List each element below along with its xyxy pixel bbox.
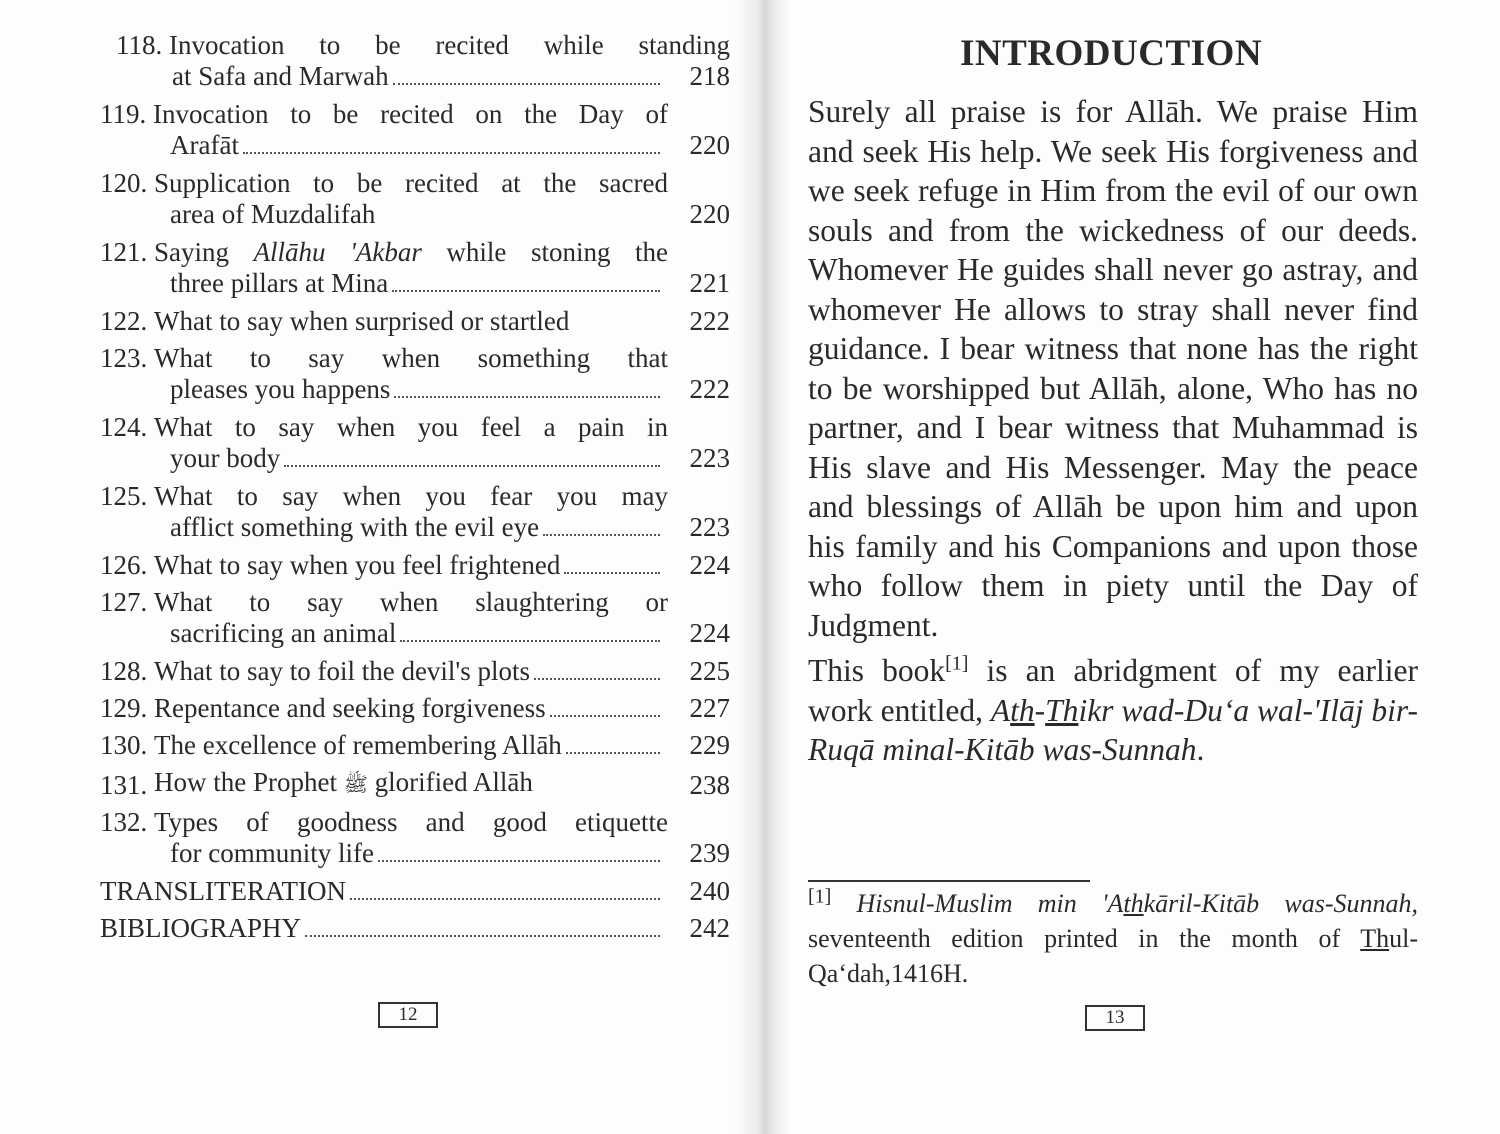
toc-entry bbox=[100, 767, 730, 801]
toc-number: 127. bbox=[100, 587, 148, 617]
toc-number: 131. bbox=[100, 770, 148, 800]
toc-number: 121. bbox=[100, 237, 148, 267]
toc-label-cont: pleases you happens bbox=[170, 374, 391, 404]
dot-leader bbox=[243, 151, 660, 154]
toc-label: What to say to foil the devil's plots bbox=[154, 656, 531, 686]
text-span: is an abridgment of my earlier work entitled, bbox=[808, 653, 1418, 728]
footnote-ref: [1] bbox=[945, 652, 969, 675]
toc-number: 128. bbox=[100, 656, 148, 686]
toc-label-cont: Arafāt bbox=[170, 130, 239, 160]
toc-entry bbox=[100, 412, 730, 474]
toc-page-number: 222 bbox=[689, 374, 730, 404]
paragraph: Surely all praise is for Allāh. We praise Him and seek His help. We seek His forgiveness and we seek refuge in Him from the evil of our own souls and from the wickedness of our deeds. Whomever He guides shall never go astray, and whomever He allows to stray shall never find guidance. I bear witness that none has the right to be worshipped but Allāh, alone, Who has no partner, and I bear witness that Muhammad is His slave and His Messenger. May the peace and blessings of Allāh be upon him and upon his family and his Companions and upon those who follow them in piety until the Day of Judgment. bbox=[808, 94, 1418, 643]
dot-leader bbox=[566, 751, 660, 754]
dot-leader bbox=[400, 639, 660, 642]
toc-entry bbox=[100, 876, 730, 907]
toc-entry bbox=[100, 693, 730, 724]
toc-label bbox=[154, 237, 668, 268]
toc-entry bbox=[100, 587, 730, 649]
toc-entry bbox=[100, 168, 730, 230]
dot-leader bbox=[537, 793, 660, 794]
toc-label: Invocation to be recited on the Day of bbox=[153, 99, 668, 129]
toc-number: 119. bbox=[100, 99, 147, 129]
toc-label-cont: three pillars at Mina bbox=[170, 268, 389, 298]
toc-label: What to say when slaughtering or bbox=[154, 587, 668, 617]
toc-page-number: 223 bbox=[689, 512, 730, 542]
dot-leader bbox=[284, 464, 660, 467]
toc-number: 123. bbox=[100, 343, 148, 373]
text-span: kāril-Kitāb was-Sunnah, bbox=[1143, 889, 1418, 918]
toc-label: The excellence of remembering Allāh bbox=[154, 730, 562, 760]
toc-label-cont: for community life bbox=[170, 838, 374, 868]
salawat-icon: ﷺ bbox=[343, 774, 368, 796]
toc-label-cont: your body bbox=[170, 443, 281, 473]
toc-label: What to say when you feel a pain in bbox=[154, 412, 668, 442]
dot-leader bbox=[543, 533, 660, 536]
toc-label-cont: sacrificing an animal bbox=[170, 618, 397, 648]
toc-page-number: 218 bbox=[689, 61, 730, 91]
toc-label: What to say when you fear you may bbox=[154, 481, 668, 511]
toc-page-number: 238 bbox=[689, 770, 730, 800]
page-number: 12 bbox=[378, 1002, 438, 1028]
toc-page-number: 221 bbox=[689, 268, 730, 298]
toc-number: 129. bbox=[100, 693, 148, 723]
toc-number: 125. bbox=[100, 481, 148, 511]
page-title: INTRODUCTION bbox=[960, 33, 1263, 74]
footnote-title bbox=[857, 889, 1418, 918]
toc-entry bbox=[100, 481, 730, 543]
toc-label-italic: Allāhu 'Akbar bbox=[253, 237, 422, 267]
toc-page-number: 223 bbox=[689, 443, 730, 473]
dot-leader bbox=[305, 934, 660, 937]
dot-leader bbox=[564, 571, 660, 574]
dot-leader bbox=[379, 222, 660, 223]
toc-entry bbox=[100, 550, 730, 581]
dot-leader bbox=[392, 289, 660, 292]
toc-label-cont: afflict something with the evil eye bbox=[170, 512, 540, 542]
dot-leader bbox=[573, 329, 660, 330]
toc-number: 126. bbox=[100, 550, 148, 580]
toc-label: What to say when something that bbox=[154, 343, 668, 373]
footnote-marker: [1] bbox=[808, 885, 832, 908]
toc-page-number: 240 bbox=[689, 876, 730, 906]
text-span: th bbox=[1123, 889, 1144, 918]
toc-page-number: 222 bbox=[689, 306, 730, 336]
dot-leader bbox=[550, 714, 660, 717]
toc-number: 132. bbox=[100, 807, 148, 837]
dot-leader bbox=[393, 82, 660, 85]
dot-leader bbox=[378, 859, 660, 862]
toc-page-number: 224 bbox=[689, 550, 730, 580]
toc-entry bbox=[100, 730, 730, 761]
toc-entry bbox=[100, 237, 730, 299]
toc-label-part: glorified Allāh bbox=[374, 767, 533, 797]
toc-entry bbox=[100, 343, 730, 405]
toc-page-number: 220 bbox=[689, 130, 730, 160]
introduction-body bbox=[808, 92, 1418, 770]
toc-label: TRANSLITERATION bbox=[100, 876, 346, 906]
text-span: th bbox=[1010, 692, 1035, 728]
toc-entry bbox=[116, 30, 730, 92]
toc-page-number: 220 bbox=[689, 199, 730, 229]
toc-label: Types of goodness and good etiquette bbox=[154, 807, 668, 837]
page-number: 13 bbox=[1085, 1005, 1145, 1031]
toc-page-number: 239 bbox=[689, 838, 730, 868]
text-span: Hisnul-Muslim min 'A bbox=[856, 889, 1124, 918]
dot-leader bbox=[350, 897, 660, 900]
text-span: . bbox=[1196, 732, 1205, 767]
text-span: Th bbox=[1360, 924, 1390, 953]
toc-number: 118. bbox=[116, 30, 163, 60]
toc-label-part: while stoning the bbox=[446, 237, 668, 267]
text-span: This book bbox=[808, 653, 946, 688]
toc-label-cont: at Safa and Marwah bbox=[172, 61, 389, 91]
paragraph bbox=[808, 651, 1418, 770]
book-gutter bbox=[735, 0, 790, 1134]
dot-leader bbox=[534, 677, 660, 680]
text-span: seventeenth edition printed in the month of bbox=[808, 924, 1361, 953]
toc-label bbox=[154, 767, 533, 801]
toc-label: Supplication to be recited at the sacred bbox=[154, 168, 668, 198]
footnote-divider bbox=[808, 880, 1090, 882]
toc-label-part: Saying bbox=[154, 237, 230, 267]
text-span: - bbox=[1034, 692, 1046, 728]
toc-label: What to say when surprised or startled bbox=[154, 306, 570, 336]
toc-number: 130. bbox=[100, 730, 148, 760]
table-of-contents bbox=[100, 30, 730, 950]
toc-entry bbox=[100, 807, 730, 869]
toc-page-number: 229 bbox=[689, 730, 730, 760]
dot-leader bbox=[394, 395, 660, 398]
toc-label-cont: area of Muzdalifah bbox=[170, 199, 376, 229]
toc-label: Invocation to be recited while standing bbox=[169, 30, 730, 60]
text-span: A bbox=[990, 692, 1011, 728]
text-span: ikr wad-Du‘a wal-'Ilāj bir-Ruqā minal-Kitāb was-Sunnah bbox=[808, 692, 1418, 767]
toc-page-number: 225 bbox=[689, 656, 730, 686]
toc-entry bbox=[100, 656, 730, 687]
toc-page-number: 227 bbox=[689, 693, 730, 723]
toc-label: Repentance and seeking forgiveness bbox=[154, 693, 546, 723]
text-span: ul-Qa‘dah,1416H. bbox=[808, 924, 1418, 988]
toc-label: What to say when you feel frightened bbox=[154, 550, 561, 580]
toc-label: BIBLIOGRAPHY bbox=[100, 913, 302, 943]
toc-entry bbox=[100, 306, 730, 337]
toc-number: 124. bbox=[100, 412, 148, 442]
toc-entry bbox=[100, 99, 730, 161]
toc-number: 120. bbox=[100, 168, 148, 198]
toc-entry bbox=[100, 913, 730, 944]
text-span: Th bbox=[1045, 692, 1079, 728]
footnote bbox=[808, 886, 1418, 991]
toc-label-part: How the Prophet bbox=[154, 767, 337, 797]
toc-page-number: 224 bbox=[689, 618, 730, 648]
toc-number: 122. bbox=[100, 306, 148, 336]
toc-page-number: 242 bbox=[689, 913, 730, 943]
